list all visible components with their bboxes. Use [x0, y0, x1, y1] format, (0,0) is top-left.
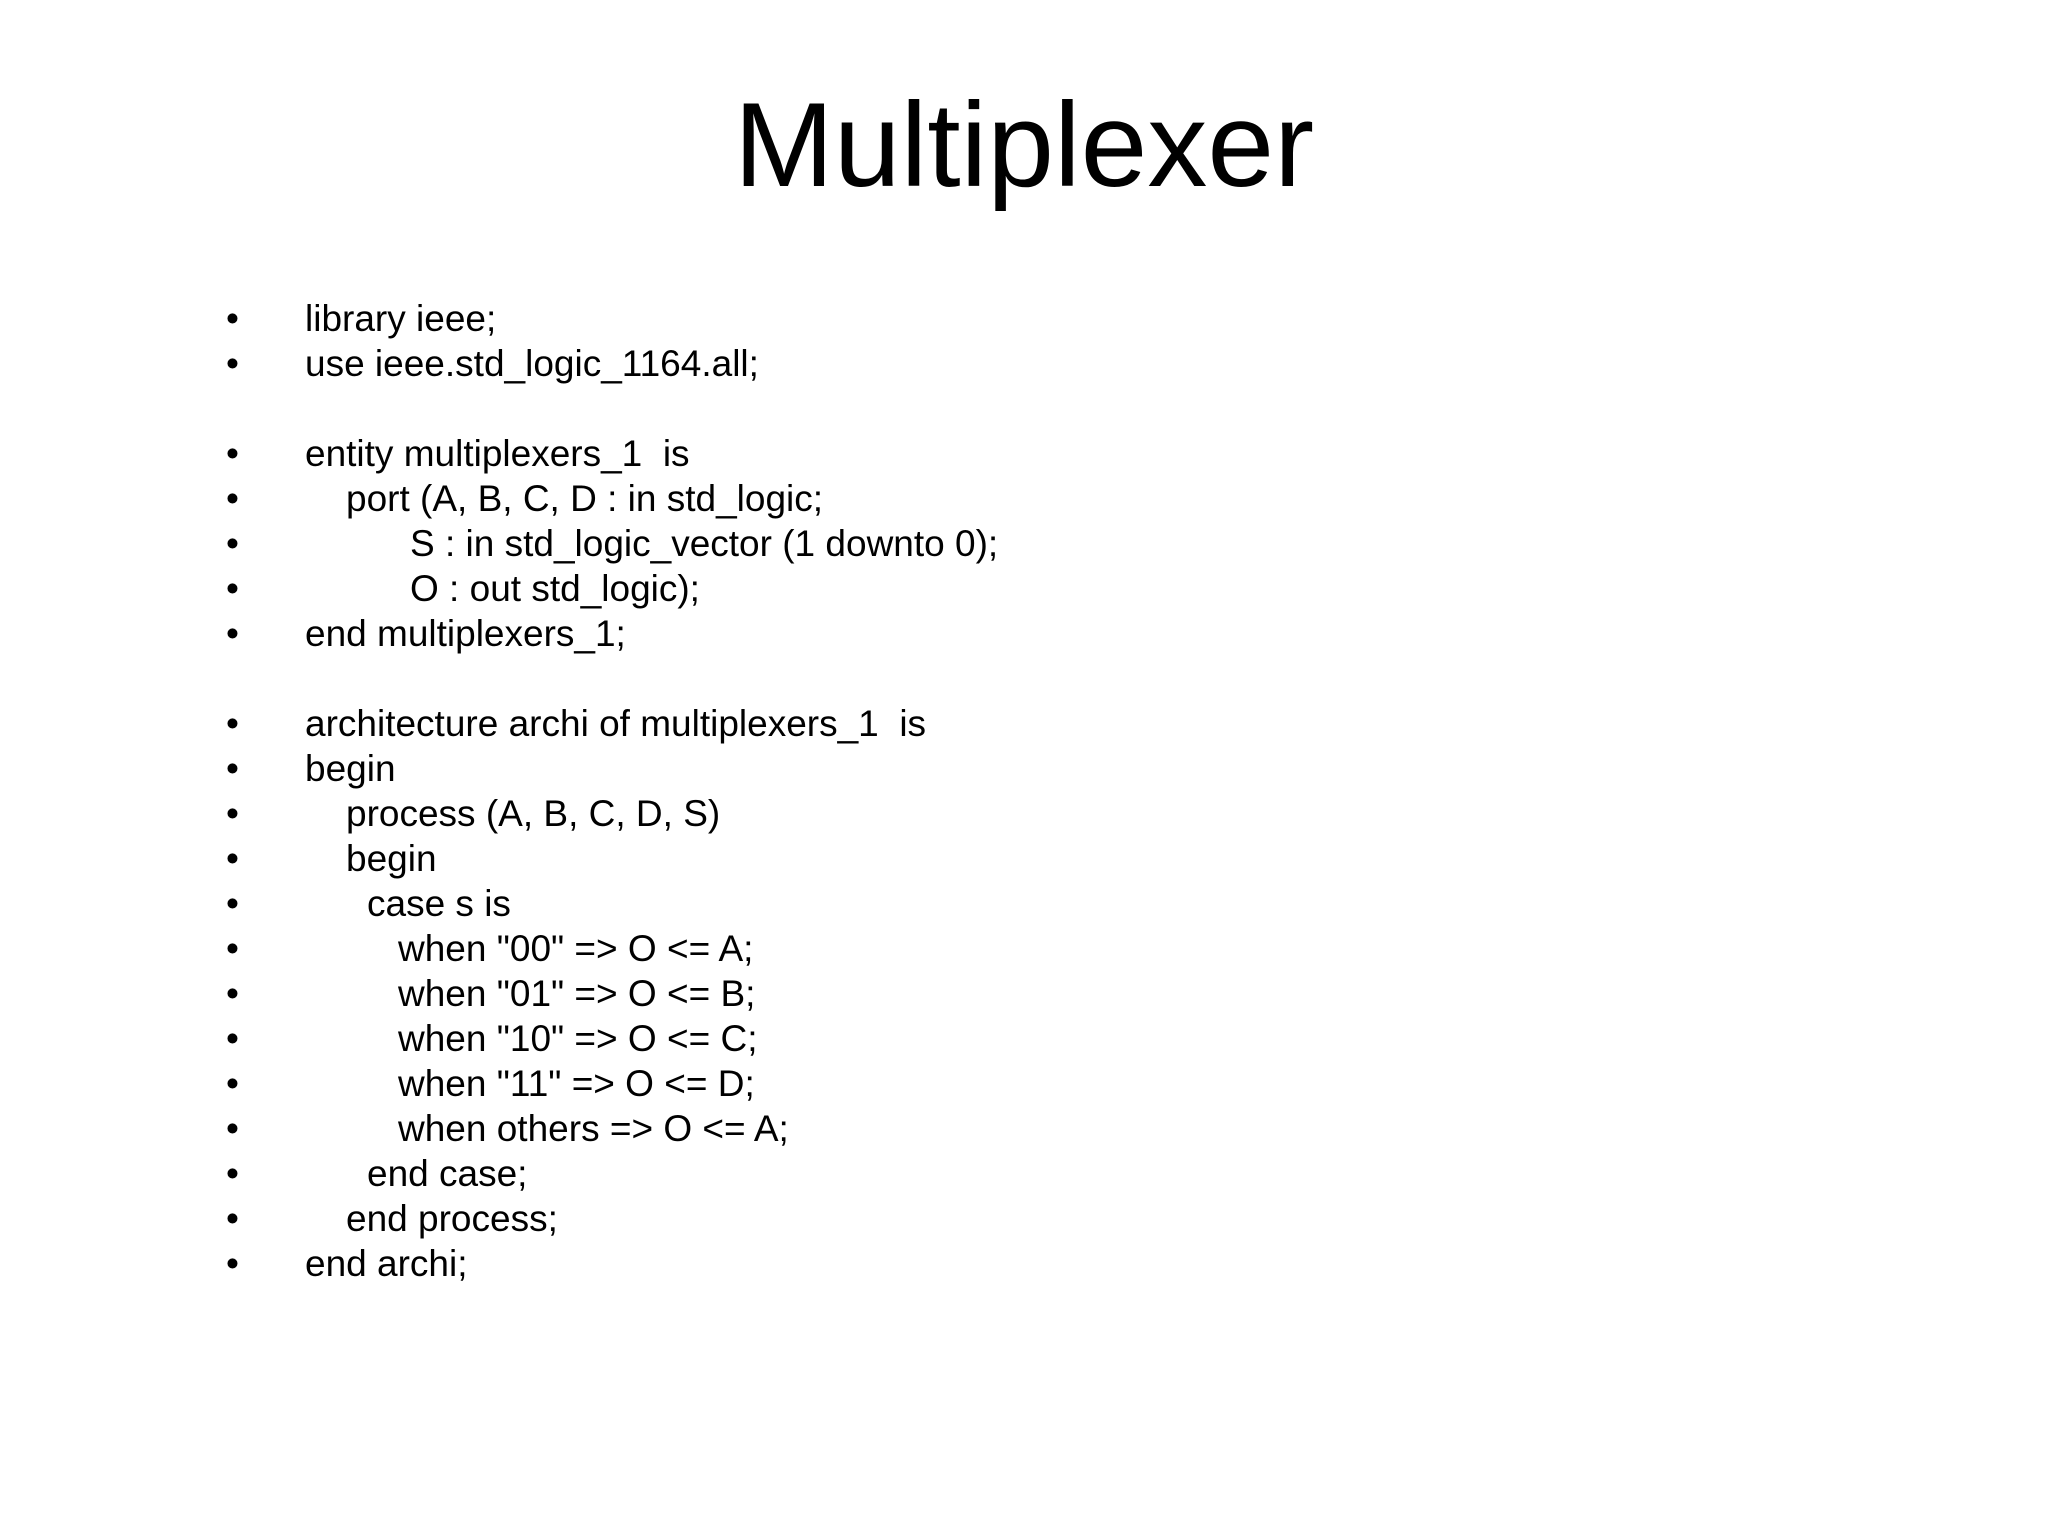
code-line-text: end multiplexers_1;: [305, 613, 626, 654]
code-line: [0, 881, 2048, 926]
code-line: [0, 926, 2048, 971]
bullet-icon: •: [226, 748, 239, 789]
code-line-text: when others => O <= A;: [398, 1108, 789, 1149]
code-line-text: begin: [305, 748, 396, 789]
code-line-text: entity multiplexers_1 is: [305, 433, 690, 474]
code-line: [0, 341, 2048, 386]
code-line: [0, 296, 2048, 341]
code-line: [0, 476, 2048, 521]
bullet-icon: •: [226, 1198, 239, 1239]
code-line-text: S : in std_logic_vector (1 downto 0);: [410, 523, 999, 564]
code-line-text: library ieee;: [305, 298, 497, 339]
code-line-text: when "11" => O <= D;: [398, 1063, 755, 1104]
code-line: [0, 521, 2048, 566]
code-line-text: end case;: [367, 1153, 528, 1194]
code-line-text: when "01" => O <= B;: [398, 973, 756, 1014]
code-line-text: begin: [346, 838, 437, 879]
code-line: [0, 1196, 2048, 1241]
code-line-text: end process;: [346, 1198, 558, 1239]
code-line: [0, 1106, 2048, 1151]
bullet-icon: •: [226, 613, 239, 654]
bullet-icon: •: [226, 703, 239, 744]
bullet-icon: •: [226, 928, 239, 969]
code-line: [0, 971, 2048, 1016]
code-line: [0, 431, 2048, 476]
bullet-icon: •: [226, 478, 239, 519]
slide-title: Multiplexer: [733, 78, 1315, 212]
bullet-icon: •: [226, 793, 239, 834]
code-line: [0, 1016, 2048, 1061]
code-line-text: end archi;: [305, 1243, 468, 1284]
code-line-text: when "00" => O <= A;: [398, 928, 754, 969]
code-line-text: O : out std_logic);: [410, 568, 700, 609]
code-line-text: architecture archi of multiplexers_1 is: [305, 703, 927, 744]
code-line: [0, 701, 2048, 746]
bullet-icon: •: [226, 343, 239, 384]
bullet-icon: •: [226, 433, 239, 474]
code-line: [0, 836, 2048, 881]
code-line-text: when "10" => O <= C;: [398, 1018, 758, 1059]
code-line-text: case s is: [367, 883, 511, 924]
code-line: [0, 1241, 2048, 1286]
code-line: [0, 746, 2048, 791]
bullet-icon: •: [226, 1153, 239, 1194]
bullet-icon: •: [226, 973, 239, 1014]
bullet-icon: •: [226, 1063, 239, 1104]
code-line: [0, 611, 2048, 656]
bullet-icon: •: [226, 1243, 239, 1284]
bullet-icon: •: [226, 1018, 239, 1059]
bullet-icon: •: [226, 1108, 239, 1149]
bullet-icon: •: [226, 883, 239, 924]
bullet-icon: •: [226, 838, 239, 879]
bullet-icon: •: [226, 568, 239, 609]
code-line: [0, 1151, 2048, 1196]
bullet-icon: •: [226, 298, 239, 339]
code-bullet-list: [0, 296, 2048, 1286]
code-line: [0, 1061, 2048, 1106]
bullet-icon: •: [226, 523, 239, 564]
code-line: [0, 791, 2048, 836]
code-line-text: process (A, B, C, D, S): [346, 793, 721, 834]
code-line-text: use ieee.std_logic_1164.all;: [305, 343, 759, 384]
code-line-text: port (A, B, C, D : in std_logic;: [346, 478, 824, 519]
code-line: [0, 566, 2048, 611]
